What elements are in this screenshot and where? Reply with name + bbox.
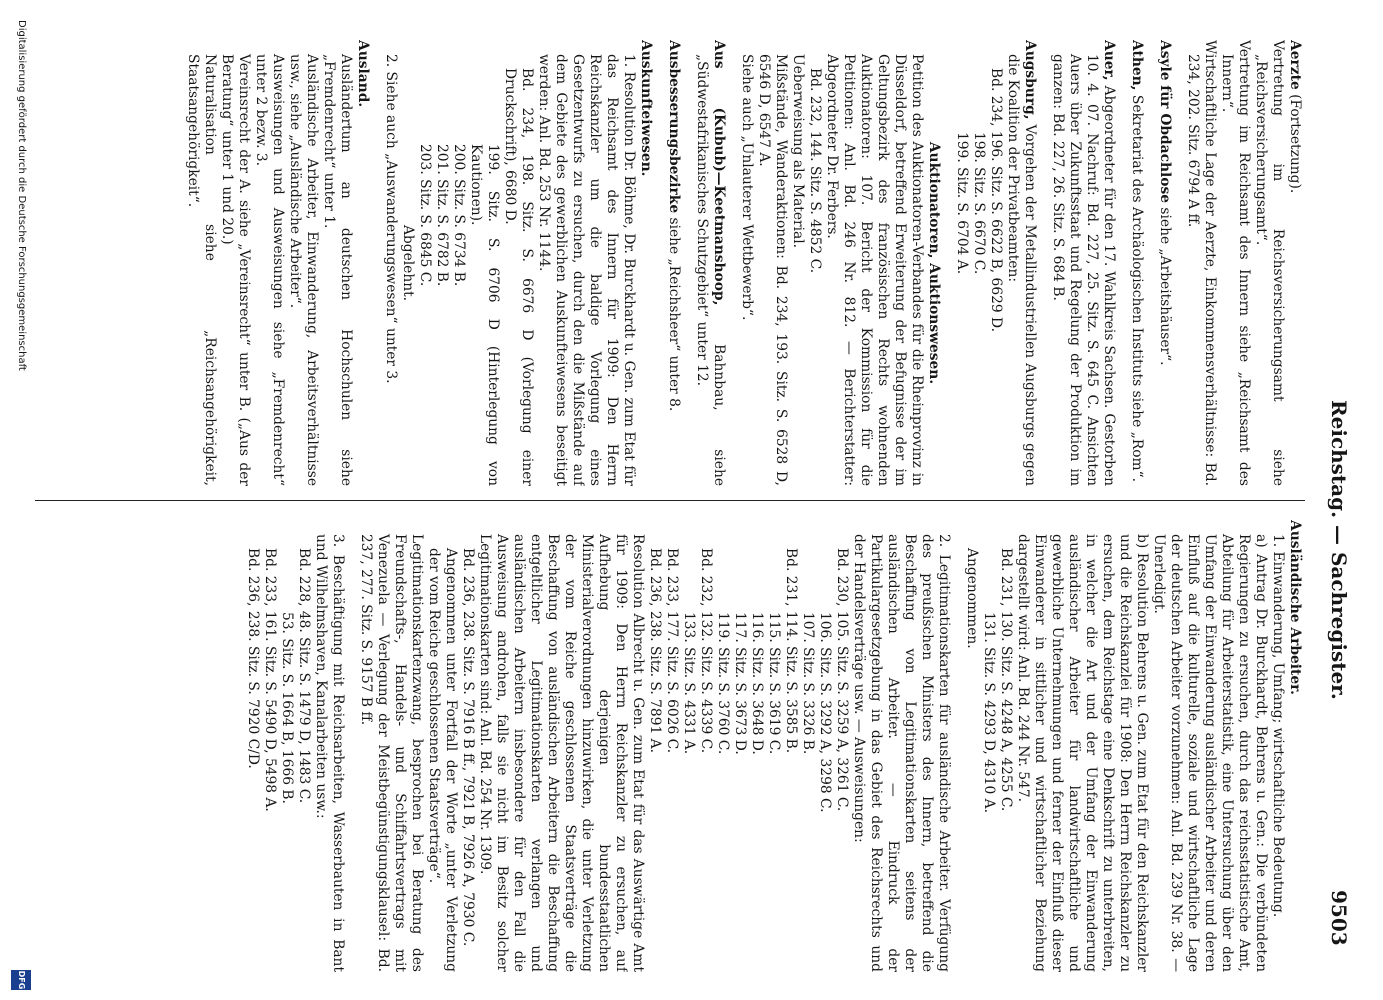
entry-text: (Fortsetzung). bbox=[1287, 89, 1303, 194]
reference-line: 116. Sitz. S. 3648 D. bbox=[749, 612, 765, 755]
status-note: Angenommen unter Fortfall der Worte „unter Verletzung der vom Reiche geschlossenen Staatsverträge“. bbox=[426, 548, 459, 972]
entry-head: Asyle für Obdachlose bbox=[1157, 40, 1173, 204]
entry-head: Augsburg, bbox=[1022, 40, 1038, 120]
left-column bbox=[43, 40, 1303, 486]
entry-paragraph: Legitimationskartenzwang, besprochen bei Beratung des Freundschafts-, Handels- und Schiffahrtsvertrags mit Venezuela — Verlegung der Meistbegünstigungsklausel: Bd. 237, 277. Sitz. S. 9157 B ff. bbox=[358, 534, 425, 972]
subsection-heading: 2. Legitimationskarten für ausländische Arbeiter. Verfügung des preußischen Ministers des Innern, betreffend die Beschaffung von Legitimationskarten seitens der ausländischen Arbeiter. — Eindruck der Partikulargesetzgebung in das Gebiet des Reichsrechts und der Handelsverträge usw. — Ausweisungen: bbox=[851, 534, 952, 972]
entry-line: Vertretung im Reichsamt des Innern siehe „Reichsamt des Innern“. bbox=[1219, 40, 1252, 486]
reference-line: 199. Sitz. S. 6704 A. bbox=[954, 132, 970, 275]
entry-paragraph: Ausländertum an deutschen Hochschulen siehe „Fremdenrecht“ unter 1. bbox=[321, 54, 354, 486]
entry-athen bbox=[1128, 40, 1145, 486]
entry-text: siehe „Reichsheer“ unter 8. bbox=[666, 213, 682, 412]
subsection-heading: 1. Einwanderung, Umfang; wirtschaftliche Bedeutung. bbox=[1270, 534, 1286, 918]
section-heading: Auktionatoren, Auktionswesen. bbox=[926, 141, 942, 385]
reference-line: Bd. 231, 130. Sitz. S. 4248 A, 4255 C. bbox=[998, 548, 1014, 812]
entry-head: Auer, bbox=[1101, 40, 1117, 81]
dfg-logo: DFG bbox=[11, 970, 31, 990]
entry-head: Aerzte bbox=[1287, 40, 1303, 90]
reference-line: Bd. 228, 48. Sitz. S. 1479 D, 1483 C. bbox=[296, 548, 312, 804]
reference-line: 199. Sitz. S. 6706 D (Hinterlegung von Kautionen). bbox=[468, 144, 501, 486]
reference-line: 133. Sitz. S. 4331 A. bbox=[681, 612, 697, 755]
running-title: Reichstag. — Sachregister. bbox=[1327, 400, 1351, 700]
reference-line: 201. Sitz. S. 6782 B. bbox=[434, 144, 450, 287]
reference-line: Bd. 232, 144. Sitz. S. 4852 C. bbox=[807, 68, 823, 274]
entry-text: Bahnbau, siehe „Südwestafrikanisches Schutzgebiet“ unter 12. bbox=[694, 54, 727, 486]
reference-line: 131. Sitz. S. 4293 D, 4310 A. bbox=[981, 612, 997, 813]
page-number: 9503 bbox=[1327, 890, 1351, 946]
entry-aerzte bbox=[1286, 40, 1303, 486]
status-note: Abgelehnt. bbox=[400, 224, 416, 302]
entry-line: Vertretung im Reichsversicherungsamt siehe „Reichsversicherungsamt“. bbox=[1253, 40, 1286, 486]
entry-paragraph: b) Resolution Behrens u. Gen. zum Etat für den Reichskanzler und die Reichskanzlei für 1908: Den Herrn Reichskanzler zu ersuchen, dem Reichstage eine Denkschrift zu unterbreiten, in welcher die Art und der Umfang der Einwanderung ausländischer Arbeiter für landwirtschaftliche und gewerbliche Unternehmungen und ferner der Einfluß dieser Einwanderer in sittlicher und wirtschaftlicher Beziehung dargestellt wird: Anl. Bd. 244 Nr. 547. bbox=[1015, 534, 1150, 972]
reference-line: Bd. 234, 198. Sitz. S. 6676 D (Vorlegung einer Druckschrift), 6680 D. bbox=[502, 68, 535, 486]
reference-line: 198. Sitz. S. 6670 C. bbox=[971, 132, 987, 275]
reference-line: 115. Sitz. S. 3619 C. bbox=[766, 612, 782, 755]
funding-note: Digitalisierung gefördert durch die Deutsche Forschungsgemeinschaft bbox=[16, 20, 27, 371]
entry-text: Vorgehen der Metallindustriellen Augsburgs gegen die Koalition der Privatbeamten: bbox=[1005, 54, 1038, 486]
reference-line: 203. Sitz. S. 6845 C. bbox=[417, 144, 433, 287]
reference-line: 119. Sitz. S. 3760 C. bbox=[715, 612, 731, 755]
reference-line: Bd. 236, 238. Sitz. S. 7920 C/D. bbox=[245, 548, 261, 769]
entry-paragraph: 2. Siehe auch „Auswanderungswesen“ unter 3. bbox=[383, 54, 399, 384]
right-column bbox=[43, 520, 1303, 972]
entry-paragraph: Ausländische Arbeiter, Einwanderung, Arbeitsverhältnisse usw., siehe „Ausländische Arbeiter“. bbox=[287, 54, 320, 486]
reference-line: Bd. 233, 177. Sitz. S. 6026 C. bbox=[664, 548, 680, 754]
reference-line: Bd. 236, 238. Sitz. S. 7891 A. bbox=[647, 548, 663, 753]
status-note: Angenommen. bbox=[964, 548, 980, 649]
reference-line: Bd. 234, 196. Sitz. S. 6622 B, 6629 D. bbox=[988, 68, 1004, 332]
entry-line: Wirtschaftliche Lage der Aerzte, Einkommensverhältnisse: Bd. 234, 202. Sitz. 6794 A ff. bbox=[1185, 40, 1218, 486]
entry-text: siehe „Arbeitshäuser“. bbox=[1157, 203, 1173, 366]
reference-line: 107. Sitz. S. 3326 B. bbox=[800, 612, 816, 755]
entry-paragraph: 1. Resolution Dr. Böhme, Dr. Burckhardt u. Gen. zum Etat für das Reichsamt des Innern für 1909: Den Herrn Reichskanzler um die baldige Vorlegung eines Gesetzentwurfs zu ersuchen, durch den die Mißstände auf dem Gebiete des gewerblichen Auskunfteiwesens beseitigt werden: Anl. Bd. 253 Nr. 1144. bbox=[536, 54, 637, 486]
column-divider bbox=[35, 500, 1305, 501]
entry-paragraph: a) Antrag Dr. Burckhardt, Behrens u. Gen.: Die verbündeten Regierungen zu ersuchen, durch das reichsstatistische Amt, Abteilung für Arbeiterstatistik, eine Untersuchung über den Umfang der Einwanderung ausländischer Arbeiter und deren Einfluß auf die kulturelle, soziale und wirtschaftliche Lage der deutschen Arbeiter vorzunehmen: Anl. Bd. 239 Nr. 38. — Unerledigt. bbox=[1151, 534, 1269, 972]
reference-line: 117. Sitz. S. 3673 D. bbox=[732, 612, 748, 755]
entry-paragraph: Petition des Auktionatoren-Verbandes für die Rheinprovinz in Düsseldorf, betreffend Erweiterung der Befugnisse der im Geltungsbezirk des französischen Rechts wohnenden Auktionatoren: 107. Bericht der Kommission für die Petitionen: Anl. Bd. 246 Nr. 812. — Berichterstatter: Abgeordneter Dr. Ferbers. bbox=[824, 54, 925, 486]
entry-paragraph: Ueberweisung als Material. bbox=[790, 54, 806, 249]
reference-line: Bd. 232, 132. Sitz. S. 4339 C. bbox=[698, 548, 714, 754]
subsection-heading: 3. Beschäftigung mit Reichsarbeiten, Wasserbauten in Bant und Wilhelmshaven, Kanalarbeiten usw.: bbox=[313, 534, 346, 972]
entry-paragraph: Naturalisation siehe „Reichsangehörigkeit, Staatsangehörigkeit“. bbox=[185, 54, 218, 486]
section-heading: Auskunfteiwesen. bbox=[638, 40, 654, 177]
entry-paragraph: Resolution Albrecht u. Gen. zum Etat für das Auswärtige Amt für 1909: Den Herrn Reichskanzler zu ersuchen, auf Aufhebung derjenigen bundesstaatlichen Ministerialverordnungen hinzuwirken, die unter Verletzung der vom Reiche geschlossenen Staatsverträge die Beschaffung von ausländischen Arbeitern die Beschaffung entgeltlicher Legitimationskarten verlangen und ausländischen Arbeitern insbesondere für den Fall die Ausweisung androhen, falls sie nicht im Besitz solcher Legitimationskarten sind: Anl. Bd. 254 Nr. 1309. bbox=[477, 534, 646, 972]
entry-asyle bbox=[1156, 40, 1173, 486]
reference-line: Bd. 231, 114. Sitz. S. 3585 B. bbox=[783, 548, 799, 754]
section-heading: Ausländische Arbeiter. bbox=[1287, 520, 1303, 695]
entry-head: Aus (Kubub)—Keetmanshoop, bbox=[711, 40, 727, 306]
entry-ausbesserung bbox=[665, 40, 682, 486]
reference-line: Bd. 233, 161. Sitz. S. 5490 D, 5498 A. bbox=[262, 548, 278, 812]
entry-auer bbox=[1049, 40, 1117, 486]
reference-line: Bd. 230, 105. Sitz. S. 3259 A, 3261 C. bbox=[834, 548, 850, 812]
entry-augsburg bbox=[1004, 40, 1038, 486]
reference-line: 53. Sitz. S. 1664 B, 1666 B. bbox=[279, 612, 295, 804]
entry-head: Ausbesserungsbezirke bbox=[666, 40, 682, 214]
page-header bbox=[1311, 40, 1351, 980]
reference-line: 106. Sitz. S. 3292 A, 3298 C. bbox=[817, 612, 833, 813]
digitization-footer bbox=[7, 0, 33, 1000]
entry-head: Athen, bbox=[1129, 40, 1145, 91]
entry-text: Abgeordneter für den 17. Wahlkreis Sachsen. Gestorben 10. 4. 07. Nachruf: Bd. 227, 25. Sitz. S. 645 C. Ansichten Auers über Zukunftsstaat und Regelung der Produktion im ganzen: Bd. 227, 26. Sitz. S. 684 B. bbox=[1050, 54, 1117, 486]
entry-paragraph: Siehe auch „Unlauterer Wettbewerb“. bbox=[739, 54, 755, 321]
entry-paragraph: Ausweisungen und Ausweisungen siehe „Fremdenrecht“ unter 2 bezw. 3. bbox=[253, 54, 286, 486]
entry-aus bbox=[693, 40, 727, 486]
reference-line: Bd. 236, 238. Sitz. S. 7916 B ff., 7921 B, 7926 A, 7930 C. bbox=[460, 548, 476, 947]
reference-line: 200. Sitz. S. 6734 B. bbox=[451, 144, 467, 287]
entry-text: Sekretariat des Archäologischen Instituts siehe „Rom“. bbox=[1129, 90, 1145, 483]
entry-paragraph: Mißstände, Wanderaktionen: Bd. 234, 193. Sitz. S. 6528 D, 6546 D, 6547 A. bbox=[756, 54, 789, 486]
entry-paragraph: Vereinsrecht der A. siehe „Vereinsrecht“ unter B. („Aus der Beratung“ unter 1 und 20.) bbox=[219, 54, 252, 486]
section-heading: Ausland. bbox=[355, 40, 371, 108]
